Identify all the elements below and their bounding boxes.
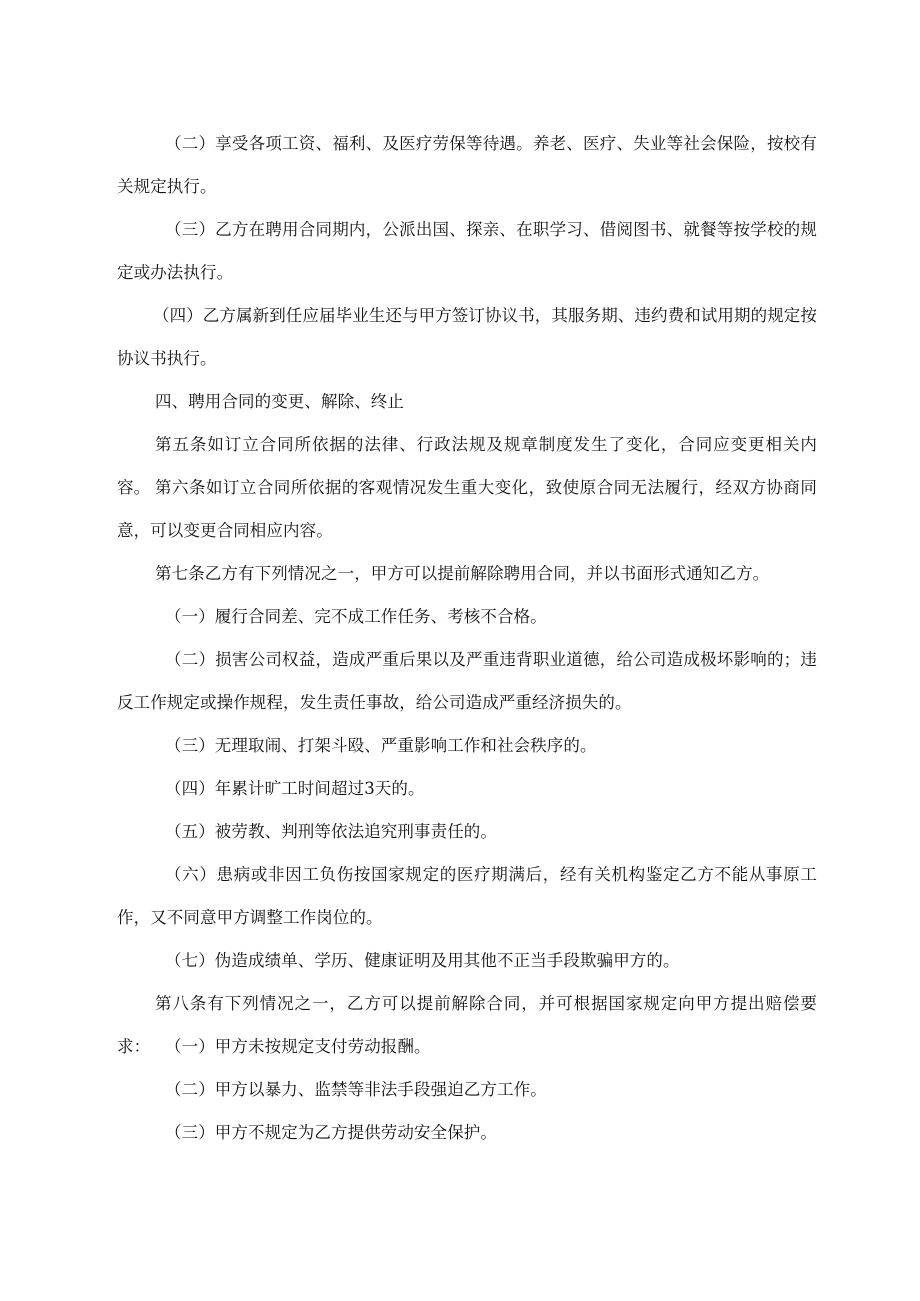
paragraph-graduate-agreement: （四）乙方属新到任应届毕业生还与甲方签订协议书，其服务期、违约费和试用期的规定按协议书执行。 [117,306,817,368]
article-eight-item-2: （二）甲方以暴力、监禁等非法手段强迫乙方工作。 [165,1080,547,1099]
article-five: 第五条如订立合同所依据的法律、行政法规及规章制度发生了变化，合同应变更相关内容。 [117,435,817,497]
article-seven-item-6: （六）患病或非因工负伤按国家规定的医疗期满后，经有关机构鉴定乙方不能从事原工作，又不同意甲方调整工作岗位的。 [117,865,817,927]
article-seven-item-5: （五）被劳教、判刑等依法追究刑事责任的。 [165,822,497,841]
section-heading-change-termination: 四、聘用合同的变更、解除、终止 [155,392,404,411]
article-seven-item-3: （三）无理取闹、打架斗殴、严重影响工作和社会秩序的。 [165,736,597,755]
article-seven-item-1: （一）履行合同差、完不成工作任务、考核不合格。 [165,607,547,626]
article-seven-item-4: （四）年累计旷工时间超过3天的。 [165,779,425,798]
article-six: 第六条如订立合同所依据的客观情况发生重大变化，致使原合同无法履行，经双方协商同意，可以变更合同相应内容。 [117,478,817,540]
article-seven-item-2: （二）损害公司权益，造成严重后果以及严重违背职业道德，给公司造成极坏影响的；违反工作规定或操作规程，发生责任事故，给公司造成严重经济损失的。 [117,650,817,712]
article-eight: 第八条有下列情况之一，乙方可以提前解除合同，并可根据国家规定向甲方提出赔偿要求： [117,994,817,1056]
article-seven-item-7: （七）伪造成绩单、学历、健康证明及用其他不正当手段欺骗甲方的。 [165,951,680,970]
article-eight-item-3: （三）甲方不规定为乙方提供劳动安全保护。 [165,1123,497,1142]
paragraph-benefits: （二）享受各项工资、福利、及医疗劳保等待遇。养老、医疗、失业等社会保险，按校有关规定执行。 [117,134,817,196]
article-seven: 第七条乙方有下列情况之一，甲方可以提前解除聘用合同，并以书面形式通知乙方。 [155,564,770,583]
article-eight-item-1: （一）甲方未按规定支付劳动报酬。 [165,1037,431,1056]
paragraph-term-rules: （三）乙方在聘用合同期内，公派出国、探亲、在职学习、借阅图书、就餐等按学校的规定或办法执行。 [117,220,817,282]
